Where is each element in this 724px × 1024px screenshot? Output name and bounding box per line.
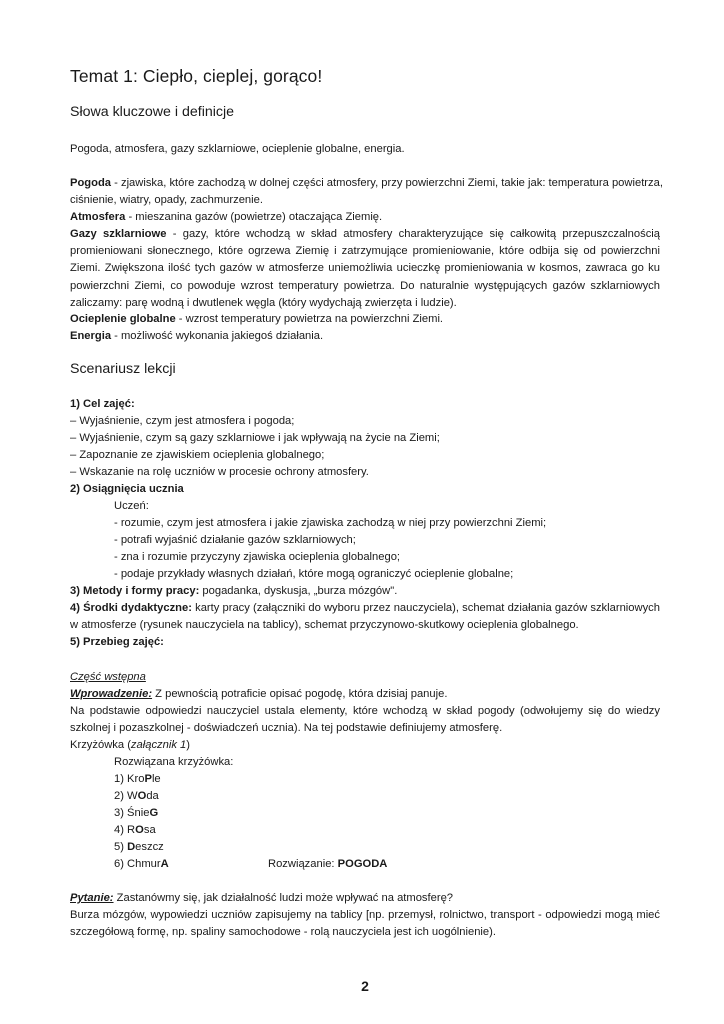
methods-line: 3) Metody i formy pracy: pogadanka, dyskusja, „burza mózgów". (70, 585, 398, 597)
goal-item: – Wyjaśnienie, czym jest atmosfera i pogoda; (70, 415, 295, 427)
brainstorm-paragraph: Burza mózgów, wypowiedzi uczniów zapisujemy na tablicy [np. przemysł, rolnictwo, transport - odpowiedzi mogą mieć szczegółową formę, np. spaliny samochodowe - rolą nauczyciela jest ich uogólnienie). (70, 909, 660, 939)
student-label: Uczeń: (114, 500, 149, 512)
crossword-row: 3) ŚnieG (114, 807, 159, 819)
keywords-list: Pogoda, atmosfera, gazy szklarniowe, ocieplenie globalne, energia. (70, 143, 405, 155)
crossword-solved-label: Rozwiązana krzyżówka: (114, 756, 234, 768)
question-line: Pytanie: Zastanówmy się, jak działalność ludzi może wpływać na atmosferę? (70, 892, 454, 904)
page-title: Temat 1: Ciepło, cieplej, gorąco! (70, 66, 323, 86)
goals-heading: 1) Cel zajęć: (70, 398, 135, 410)
definition-pogoda: Pogoda - zjawiska, które zachodzą w dolnej części atmosfery, przy powierzchni Ziemi, takie jak: temperatura powietrza, (70, 177, 663, 189)
definition-energia: Energia - możliwość wykonania jakiegoś działania. (70, 330, 324, 342)
scenario-heading: Scenariusz lekcji (70, 361, 176, 377)
intro-line: Wprowadzenie: Z pewnością potraficie opisać pogodę, która dzisiaj panuje. (70, 688, 448, 700)
definition-pogoda-cont: ciśnienie, wiatry, opady, zachmurzenie. (70, 194, 263, 206)
intro-paragraph: Na podstawie odpowiedzi nauczyciel ustala elementy, które wchodzą w skład pogody (odwołujemy się do wiedzy szkolnej i pozaszkolnej - doświadczeń ucznia). Na tej podstawie definiujemy atmosferę. (70, 705, 660, 735)
keywords-heading: Słowa kluczowe i definicje (70, 104, 235, 120)
achievement-item: - rozumie, czym jest atmosfera i jakie zjawiska zachodzą w niej przy powierzchni Ziemi; (114, 517, 547, 529)
crossword-row: 5) Deszcz (114, 841, 164, 853)
achievements-heading: 2) Osiągnięcia ucznia (70, 483, 184, 495)
crossword-solution: Rozwiązanie: POGODA (268, 858, 388, 870)
crossword-label: Krzyżówka (załącznik 1) (70, 739, 190, 751)
achievement-item: - zna i rozumie przyczyny zjawiska ocieplenia globalnego; (114, 551, 401, 563)
goal-item: – Wskazanie na rolę uczniów w procesie ochrony atmosfery. (70, 466, 369, 478)
definition-ocieplenie: Ocieplenie globalne - wzrost temperatury powietrza na powierzchni Ziemi. (70, 313, 444, 325)
definition-atmosfera: Atmosfera - mieszanina gazów (powietrze) otaczająca Ziemię. (70, 211, 383, 223)
achievement-item: - podaje przykłady własnych działań, które mogą ograniczyć ocieplenie globalne; (114, 568, 514, 580)
means-line: 4) Środki dydaktyczne: karty pracy (załączniki do wyboru przez nauczyciela), schemat działania gazów szklarniowych w atmosferze (rysunek nauczyciela na tablicy), schemat przyczynowo-skutkowy ocieplenia globalnego. (70, 602, 660, 632)
course-heading: 5) Przebieg zajęć: (70, 636, 164, 648)
goal-item: – Zapoznanie ze zjawiskiem ocieplenia globalnego; (70, 449, 325, 461)
crossword-row: 1) KroPle (114, 773, 161, 785)
crossword-row: 4) ROsa (114, 824, 156, 836)
achievement-item: - potrafi wyjaśnić działanie gazów szklarniowych; (114, 534, 356, 546)
page-number: 2 (361, 978, 369, 994)
goal-item: – Wyjaśnienie, czym są gazy szklarniowe i jak wpływają na życie na Ziemi; (70, 432, 440, 444)
intro-heading: Część wstępna (70, 671, 146, 683)
crossword-row: 6) ChmurA (114, 858, 169, 870)
definition-gazy-szklarniowe: Gazy szklarniowe - gazy, które wchodzą w skład atmosfery charakteryzujące się całkowitą przepuszczalnością promieniowani słonecznego, które ogrzewa Ziemię i zatrzymujące promieniowanie, które odbija się od powierzchni Ziemi. Zwiększona ilość tych gazów w atmosferze uniemożliwia ucieczkę promieniowania w kosmos, zawraca go ku powierzchni Ziemi, co powoduje wzrost temperatury powietrza. Do naturalnie występujących gazów szklarniowych zaliczamy: parę wodną i dwutlenek węgla (który wydychają zwierzęta i ludzie). (70, 228, 660, 309)
crossword-row: 2) WOda (114, 790, 159, 802)
